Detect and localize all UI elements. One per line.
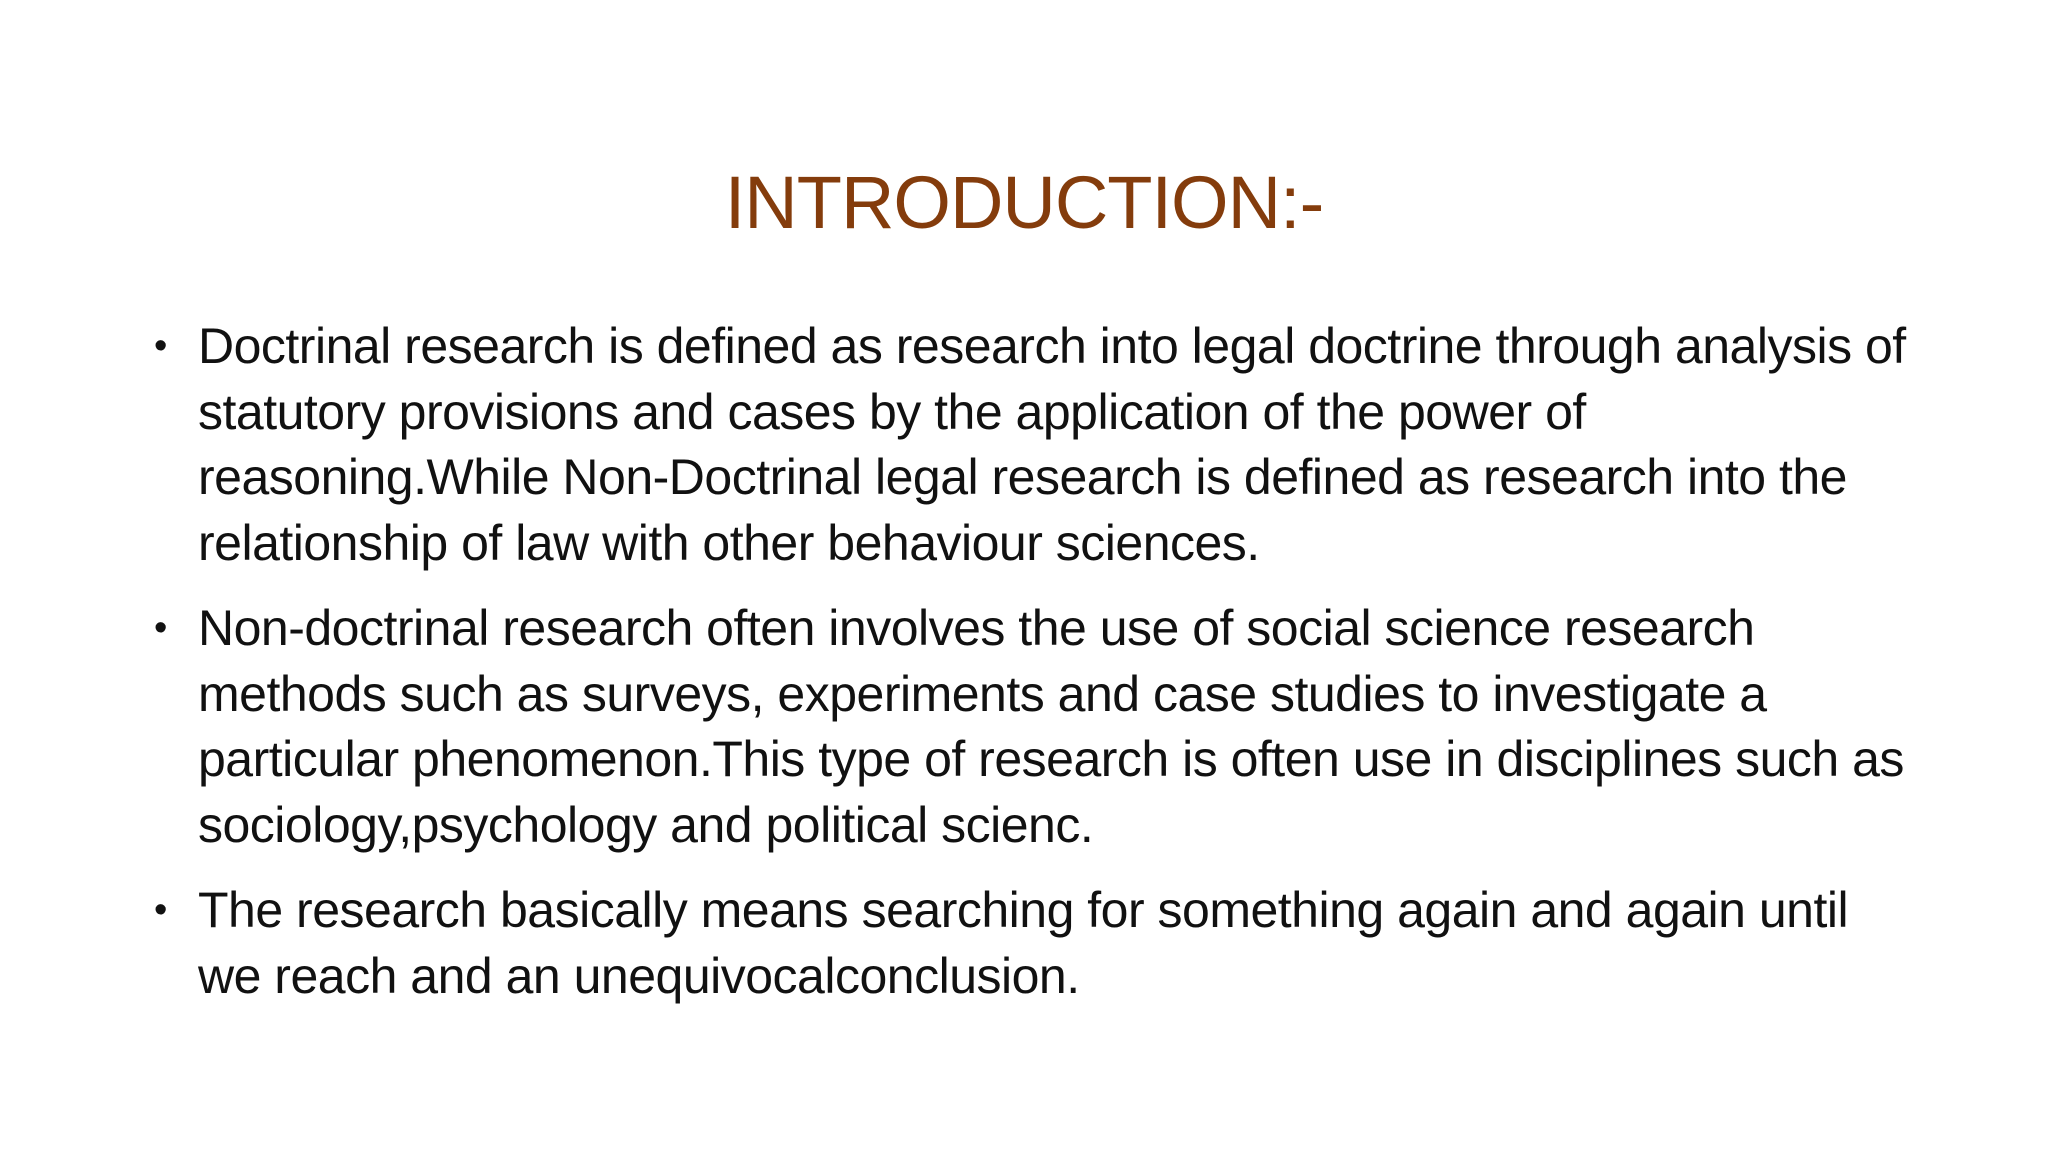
bullet-item (150, 878, 1910, 1009)
bullet-item (150, 314, 1910, 576)
bullet-text: The research basically means searching for something again and again until we reach and an unequivocalconclusion. (198, 882, 1849, 1004)
bullet-icon: • (154, 607, 167, 649)
bullet-list (150, 314, 1910, 1029)
slide-title: INTRODUCTION:- (724, 161, 1324, 244)
bullet-item (150, 596, 1910, 858)
bullet-icon: • (154, 889, 167, 931)
bullet-icon: • (154, 325, 167, 367)
bullet-text: Doctrinal research is defined as research into legal doctrine through analysis of statutory provisions and cases by the application of the power of reasoning.While Non-Doctrinal legal research is defined as research into the relationship of law with other behaviour sciences. (198, 318, 1906, 571)
bullet-text: Non-doctrinal research often involves the use of social science research methods such as surveys, experiments and case studies to investigate a particular phenomenon.This type of research is often use in disciplines such as sociology,psychology and political scienc. (198, 600, 1904, 853)
